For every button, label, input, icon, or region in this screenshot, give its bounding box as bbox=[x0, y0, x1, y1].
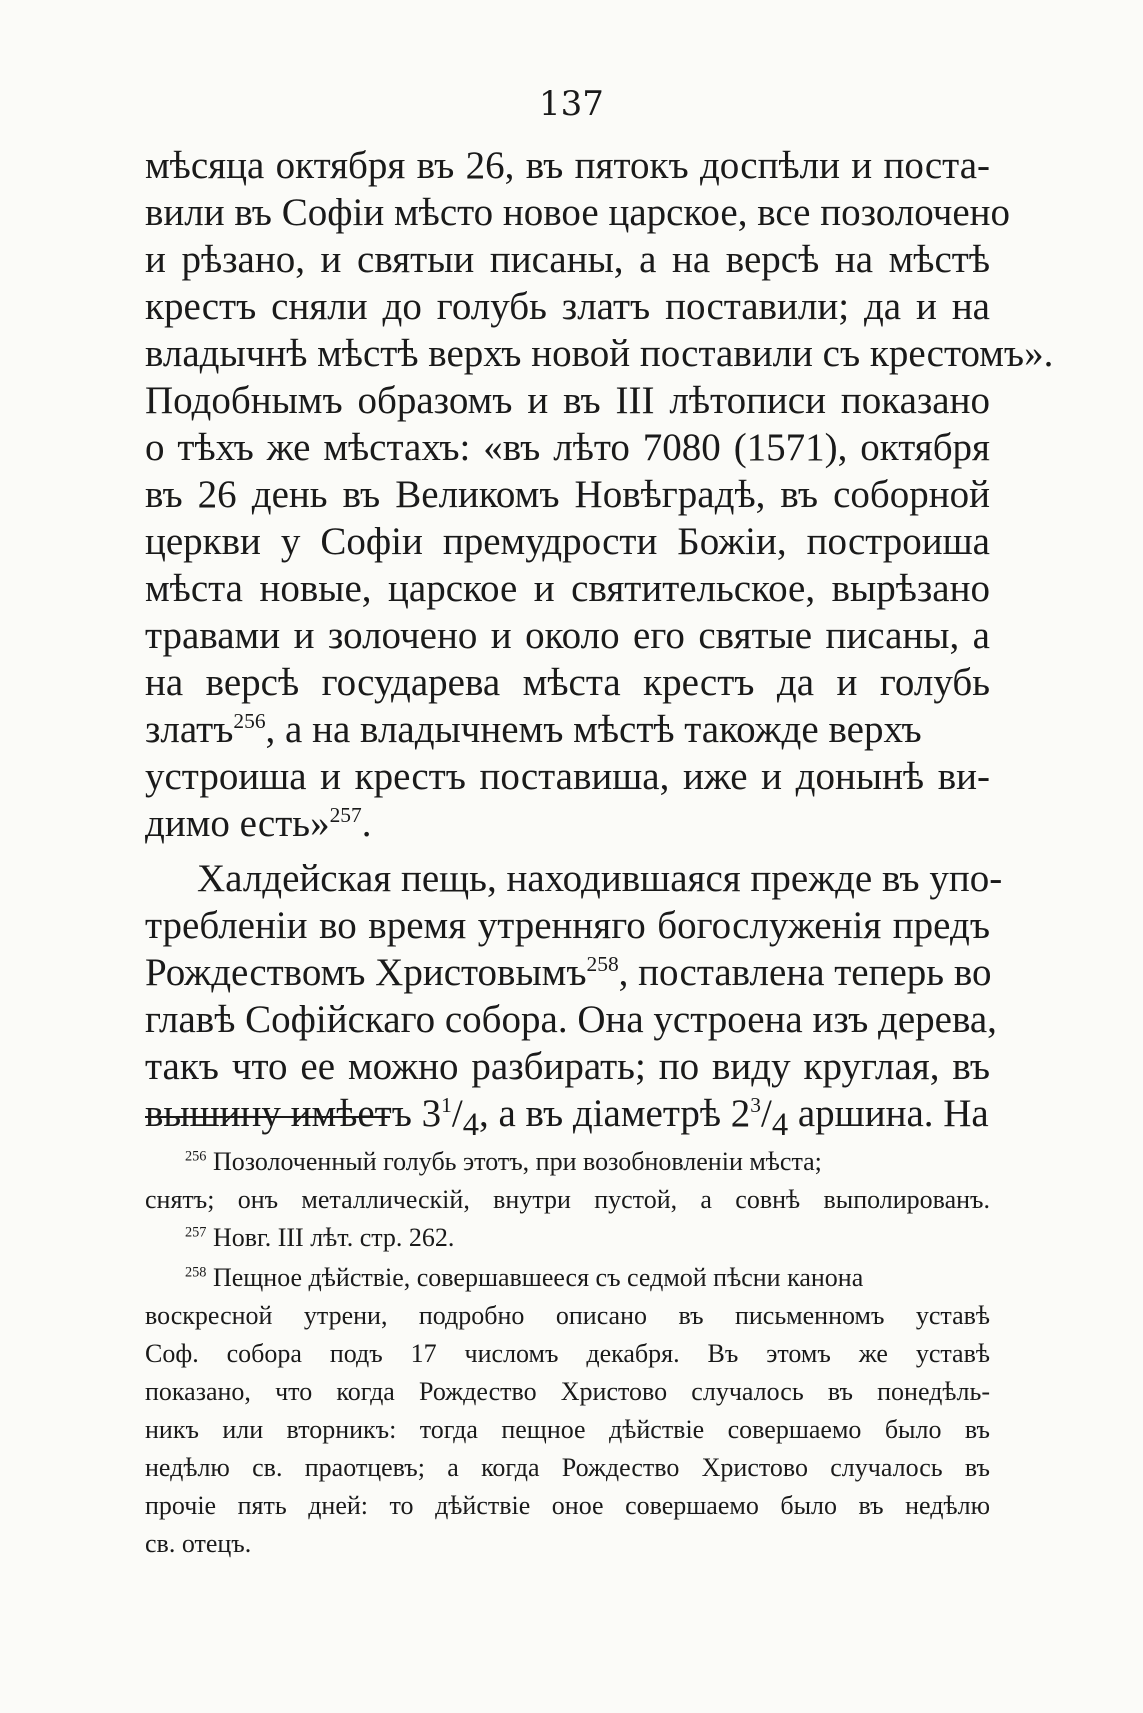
body-line: о тѣхъ же мѣстахъ: «въ лѣто 7080 (1571), октября bbox=[145, 426, 990, 469]
footnote-text: Пещное дѣйствіе, совершавшееся съ седмой пѣсни канона bbox=[212, 1263, 864, 1292]
body-text: димо есть» bbox=[145, 802, 330, 845]
body-text: аршина. На bbox=[788, 1092, 989, 1135]
body-text: златъ bbox=[145, 708, 234, 751]
footnote-258 bbox=[145, 1263, 990, 1293]
footnote-ref-257: 257 bbox=[329, 803, 362, 827]
footnote-line: недѣлю св. праотцевъ; а когда Рождество Христово случалось въ bbox=[145, 1453, 990, 1482]
body-line: мѣста новые, царское и святительское, вырѣзано bbox=[145, 567, 990, 610]
body-line-with-note-256 bbox=[145, 707, 990, 752]
footnote-257 bbox=[145, 1223, 990, 1253]
fraction-numerator: 1 bbox=[441, 1093, 452, 1117]
body-line: травами и золочено и около его святые писаны, а bbox=[145, 614, 990, 657]
body-line: вили въ Софіи мѣсто новое царское, все позолочено bbox=[145, 191, 1011, 234]
body-text: , а въ діаметрѣ 2 bbox=[478, 1092, 751, 1135]
footnote-ref-256: 256 bbox=[233, 709, 266, 733]
paragraph-first-line: Халдейская пещь, находившаяся прежде въ упо- bbox=[197, 857, 1003, 900]
body-line: устроиша и крестъ поставиша, иже и донынѣ ви- bbox=[145, 755, 990, 798]
footnote-line: св. отецъ. bbox=[145, 1529, 252, 1558]
body-text: , а на владычнемъ мѣстѣ такожде верхъ bbox=[265, 708, 922, 751]
body-line: такъ что ее можно разбирать; по виду круглая, въ bbox=[145, 1045, 990, 1088]
body-line-with-note-258 bbox=[145, 950, 990, 995]
body-line: мѣсяца октября въ 26, въ пятокъ доспѣли и поста- bbox=[145, 144, 990, 187]
footnote-label-257: 257 bbox=[185, 1224, 207, 1241]
fraction-denominator: 4 bbox=[771, 1106, 789, 1143]
body-text: вышину имѣетъ 3 bbox=[145, 1092, 442, 1135]
fraction-numerator: 3 bbox=[750, 1093, 762, 1117]
body-line: требленіи во время утренняго богослуженія предъ bbox=[145, 904, 990, 947]
footnote-label-258: 258 bbox=[185, 1264, 207, 1281]
body-text: . bbox=[361, 802, 372, 845]
page-number: 137 bbox=[539, 84, 604, 124]
footnote-line: воскресной утрени, подробно описано въ письменномъ уставѣ bbox=[145, 1301, 990, 1330]
body-text: , поставлена теперь во bbox=[618, 951, 992, 994]
body-line: и рѣзано, и святыи писаны, а на версѣ на мѣстѣ bbox=[145, 238, 990, 281]
footnote-line: показано, что когда Рождество Христово случалось въ понедѣль- bbox=[145, 1377, 990, 1406]
body-line-fractions: вышину имѣетъ $3^1/_4$, а въ діаметрѣ $2^3/_4$ аршина. На bbox=[145, 1092, 989, 1143]
body-line: владычнѣ мѣстѣ верхъ новой поставили съ крестомъ». bbox=[145, 332, 1054, 375]
body-text: Рождествомъ Христовымъ bbox=[145, 951, 587, 994]
body-line: на версѣ государева мѣста крестъ да и голубь bbox=[145, 661, 990, 704]
footnote-line: никъ или вторникъ: тогда пещное дѣйствіе совершаемо было въ bbox=[145, 1415, 990, 1444]
body-line-with-note-257 bbox=[145, 801, 990, 846]
body-line: главѣ Софійскаго собора. Она устроена изъ дерева, bbox=[145, 998, 997, 1041]
fraction-denominator: 4 bbox=[462, 1106, 479, 1143]
footnote-256 bbox=[145, 1147, 990, 1177]
footnote-label-256: 256 bbox=[185, 1148, 207, 1165]
footnote-text: Позолоченный голубь этотъ, при возобновленіи мѣста; bbox=[212, 1147, 822, 1176]
footnote-line: прочіе пять дней: то дѣйствіе оное совершаемо было въ недѣлю bbox=[145, 1491, 990, 1520]
body-line: крестъ сняли до голубь златъ поставили; да и на bbox=[145, 285, 990, 328]
footnote-line: Соф. собора подъ 17 числомъ декабря. Въ этомъ же уставѣ bbox=[145, 1339, 990, 1368]
body-line: церкви у Софіи премудрости Божіи, построиша bbox=[145, 520, 990, 563]
footnote-ref-258: 258 bbox=[586, 952, 619, 976]
body-line: въ 26 день въ Великомъ Новѣградѣ, въ соборной bbox=[145, 473, 990, 516]
footnote-line: снятъ; онъ металлическій, внутри пустой, а совнѣ выполированъ. bbox=[145, 1185, 990, 1214]
footnote-divider bbox=[145, 1116, 390, 1118]
footnote-text: Новг. III лѣт. стр. 262. bbox=[212, 1223, 455, 1252]
body-line: Подобнымъ образомъ и въ III лѣтописи показано bbox=[145, 379, 990, 422]
